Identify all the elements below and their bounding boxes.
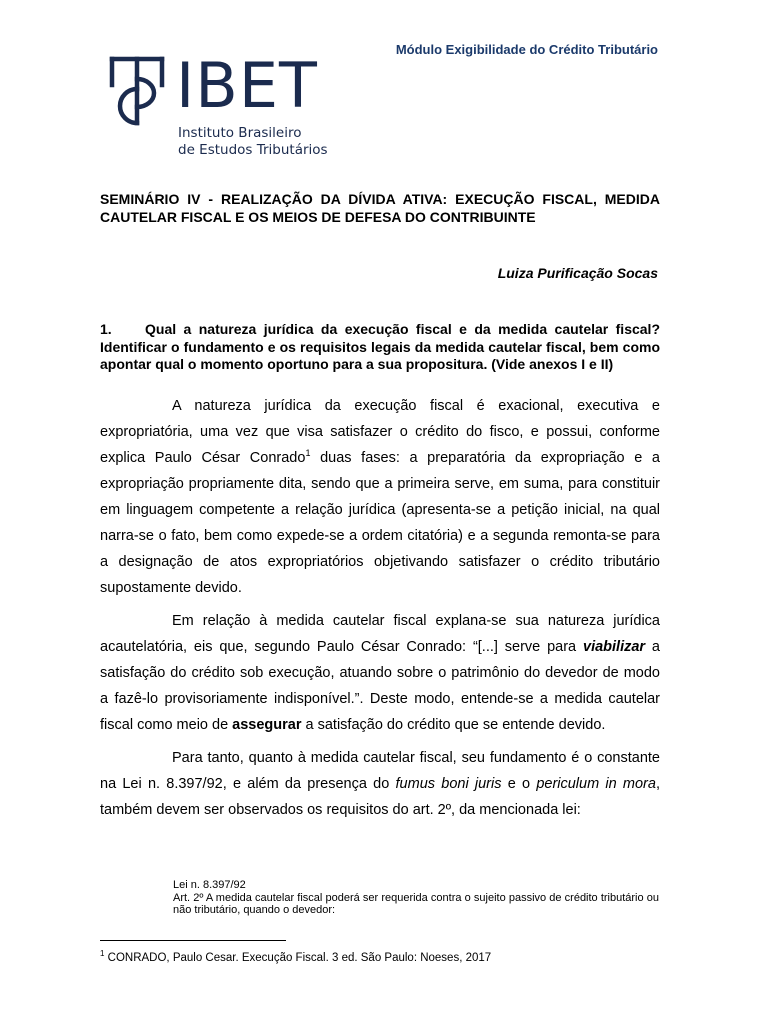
paragraph-3 (100, 745, 660, 823)
author-name: Luiza Purificação Socas (497, 265, 658, 281)
paragraph-3-text-c: , também devem ser observados os requisitos do art. 2º, da mencionada lei: (100, 776, 660, 818)
paragraph-1-text-a: A natureza jurídica da execução fiscal é exacional, executiva e expropriatória, uma vez que visa satisfazer o crédito do fisco, e possui, conforme explica Paulo César Conrado (100, 398, 660, 466)
answer-body (100, 393, 660, 830)
law-article: Art. 2º A medida cautelar fiscal poderá ser requerida contra o sujeito passivo de crédito tributário ou não tributário, quando o devedor: (173, 891, 659, 916)
paragraph-1-text-b: duas fases: a preparatória da expropriação e a expropriação propriamente dita, sendo que a primeira serve, em suma, para constituir em linguagem competente a relação jurídica (apresenta-se a petição inicial, na qual narra-se o fato, bem como expede-se a ordem citatória) e a segunda remonta-se para a designação de atos expropriatórios objetivando satisfazer o crédito tributário supostamente devido. (100, 450, 660, 596)
italic-fumus-boni-juris: fumus boni juris (395, 776, 502, 792)
module-header: Módulo Exigibilidade do Crédito Tributário (395, 42, 658, 57)
footnote-text: CONRADO, Paulo Cesar. Execução Fiscal. 3 ed. São Paulo: Noeses, 2017 (104, 951, 492, 964)
emphasis-assegurar: assegurar (232, 717, 302, 733)
law-quote (173, 879, 659, 917)
ibet-logo (106, 49, 346, 165)
paragraph-2-text-c: a satisfação do crédito que se entende devido. (301, 717, 606, 733)
institute-name-line2: de Estudos Tributários (178, 142, 328, 158)
paragraph-2 (100, 608, 660, 738)
paragraph-3-text-b: e o (501, 776, 537, 792)
paragraph-1 (100, 393, 660, 601)
paragraph-2-text-a: Em relação à medida cautelar fiscal explana-se sua natureza jurídica acautelatória, eis que, segundo Paulo César Conrado: “[...] serve para (100, 613, 660, 655)
law-name: Lei n. 8.397/92 (173, 879, 246, 891)
question-text: Qual a natureza jurídica da execução fiscal e da medida cautelar fiscal? Identificar o fundamento e os requisitos legais da medida cautelar fiscal, bem como apontar qual o momento oportuno para a sua propositura. (Vide anexos I e II) (100, 321, 660, 372)
footnote-divider (100, 940, 286, 941)
footnote-marker: 1 (100, 949, 105, 958)
question-1 (100, 321, 660, 374)
footnote (100, 949, 491, 964)
seminar-title: SEMINÁRIO IV - REALIZAÇÃO DA DÍVIDA ATIVA: EXECUÇÃO FISCAL, MEDIDA CAUTELAR FISCAL E OS MEIOS DE DEFESA DO CONTRIBUINTE (100, 191, 660, 225)
ibet-wordmark: IBET (176, 49, 318, 122)
institute-name-line1: Instituto Brasileiro (178, 125, 302, 141)
institute-name (178, 125, 328, 159)
question-number: 1. (100, 321, 112, 337)
emphasis-viabilizar: viabilizar (583, 639, 646, 655)
paragraph-2-text-b: a satisfação do crédito sob execução, atuando sobre o patrimônio do devedor de modo a fazê-lo provisoriamente indisponível.”. Deste modo, entende-se a medida cautelar fiscal como meio de (100, 639, 660, 733)
footnote-ref[interactable]: 1 (305, 448, 311, 459)
paragraph-3-text-a: Para tanto, quanto à medida cautelar fiscal, seu fundamento é o constante na Lei n. 8.397/92, e além da presença do (100, 750, 660, 792)
ibet-emblem-icon (106, 55, 168, 127)
italic-periculum-in-mora: periculum in mora (536, 776, 656, 792)
